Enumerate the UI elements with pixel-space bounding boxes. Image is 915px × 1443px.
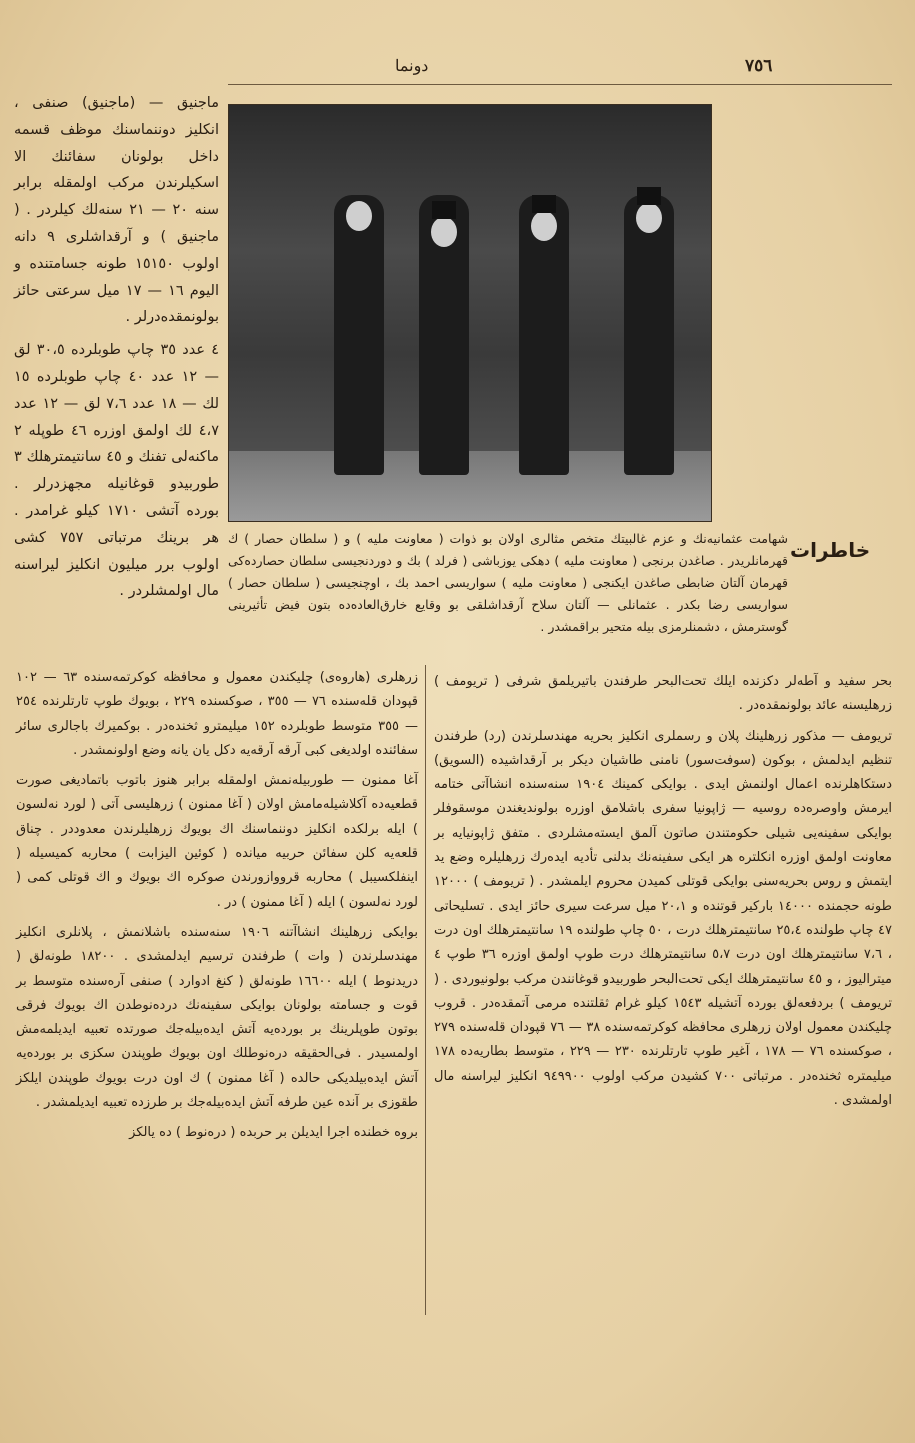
photo-head <box>346 201 372 231</box>
photo-head <box>431 217 457 247</box>
middle-paragraph-2: آغا ممنون — طوربیله‌نمش اولمقله برابر هنوز باتوب باتمادیغی صورت قطعیه‌ده آکلاشیله‌مامش اولان ( آغا ممنون ) زرهلیسی آتی ( لورد نه‌لسون ) ایله برلکده انکلیز دوننماسنك اك بویوك زرهلیلرندن معدوددر . چناق قلعه‌یه کلن سفائن حربیه میانده ( کوئین الیزابت ) محاربه کمیسیله ( اینفلکسیبل ) محاربه قرووازورندن صوکره اك بویوك و اك قوتلی کمی ( لورد نه‌لسون ) ایله ( آغا ممنون ) در . <box>16 773 418 910</box>
photo-figure <box>624 195 674 475</box>
middle-column-text <box>16 666 418 1152</box>
photo-caption: شهامت عثمانیه‌نك و عزم غالبیتك متخص مثالری اولان بو ذوات ( معاونت ملیه ) و ( سلطان حصار ) ك قهرمانلریدر . صاغدن برنجی ( معاونت ملیه ) دهکی یوزباشی ( فرلد ) بك و دوردنجیسی سلطان حصارده‌کی قهرمان آلتان ضابطی صاغدن ایکنجی ( معاونت ملیه ) سواریسی احمد بك ، اوچنجیسی ( سلطان حصار ) سواریسی رضا بکدر . عثمانلی — آلتان سلاح آرقداشلقی بو وقایع خارق‌العاده‌ده بتون فیض تأثیرینی گوسترمش ، دشمنلرمزی بیله متحیر براقمشدر . <box>228 531 788 634</box>
running-title: دونما <box>395 56 429 75</box>
page-number: ٧٥٦ <box>745 56 773 76</box>
photo-head <box>636 203 662 233</box>
left-paragraph-1: ماجنیق — (ماجنیق) صنفی ، انکلیز دوننماسنك موظف قسمه داخل بولونان سفائنك الا اسکیلرندن مرکب اولمقله برابر سنه ٢٠ — ٢١ سنه‌لك کیلردر . ( ماجنیق ) و آرقداشلری ٩ دانه اولوب ١٥١٥٠ طونه جسامتنده و الیوم ١٦ — ١٧ میل سرعتی حائز بولونمقده‌درلر . <box>14 95 219 326</box>
photo-fez <box>637 187 661 205</box>
column-divider <box>425 665 426 1315</box>
middle-paragraph-1: زرهلری (هاروه‌ی) چلیکندن معمول و محافظه کوکرتمه‌سنده ٦٣ — ١٠٢ قپودان قله‌سنده ٧٦ — ٣٥٥ ، صوکسنده ٢٢٩ ، بویوك طوپ تارتلرنده ٢٥٤ — ٣٥٥ متوسط طوبلرده ١٥٢ میلیمترو ثخنده‌در . بوکمیرك باجالری سائر سفائنده اولدیغی کبی آرقه آرقه‌یه دکل یان یانه وضع اولونمشدر . <box>16 670 418 758</box>
middle-paragraph-3: بوایکی زرهلینك انشاآتنه ١٩٠٦ سنه‌سنده باشلانمش ، پلانلری انکلیز مهندسلرندن ( وات ) طرفندن ترسیم ایدلمشدی . ١٨٢٠٠ طونه‌لق ( دریدنوط ) ایله ١٦٦٠٠ طونه‌لق ( کنغ ادوارد ) صنفی آره‌سنده متوسط بر قوت و جسامته بولونان بوایکی سفینه‌نك درده‌نوطدن اك بویوك فرقی بوتون طوپلرینك بر بورده‌یه آتش ایده‌بیله‌جك صورتده تعبیه ایدیلمه‌مش اولمسیدر . فی‌الحقیقه دره‌نوطلك اون بویوك طوپندن سکزی بر بورده‌یه آتش ایده‌بیلدیکی حالده ( آغا ممنون ) ك اون درت بویوك طوپندن ایلکز طقوزی بر آنده عین طرفه آتش ایده‌بیله‌جك بر طرزده تعبیه ایدیلمشدر . <box>16 924 419 1111</box>
caption-label: خاطرات <box>790 538 871 562</box>
right-paragraph-1: بحر سفید و آطه‌لر دکزنده ایلك تحت‌البحر طرفندن باتیریلمق شرفی ( تریومف ) زرهلیسنه عائد بولونمقده‌در . <box>434 674 892 714</box>
photo-fez <box>532 195 556 213</box>
middle-paragraph-4: بروه خطنده اجرا ایدیلن بر حربده ( دره‌نوط ) ده یالکز <box>129 1125 418 1141</box>
photo-naval-officers <box>228 104 712 522</box>
photo-figure <box>334 195 384 475</box>
right-column-text <box>434 670 892 1119</box>
header-rule <box>228 84 892 85</box>
left-paragraph-2: ٤ عدد ٣٥ چاپ طوبلرده ٣٠،٥ لق — ١٢ عدد ٤٠ چاپ طوبلرده ١٥ لك — ١٨ عدد ٧،٦ لق — ١٢ عدد ٤،٧ لك اولمق اوزره ٤٦ طوپله ٢ ماکنه‌لی تفنك و ٤٥ سانتیمترهلك ٣ طوربیدو قوغانیله مجهزدرلر . بورده آتشی ١٧١٠ کیلو غرامدر . هر برینك مرتباتی ٧٥٧ کشی اولوب برر میلیون انکلیز لیراسنه مال اولمشلردر . <box>14 342 220 600</box>
right-paragraph-2: تریومف — مذکور زرهلینك پلان و رسملری انکلیز بحریه مهندسلرندن (رد) طرفندن تنظیم ایدلمش ، بوکون (سوفت‌سور) نامنی طاشیان دیکر بر آرقداشیده (السویق) دستکاهلرنده اعمال اولنمش ایدی . بوایکی کمینك ١٩٠٤ سنه‌سنده انشاآتی ختامه ایرمش واوصره‌ده روسیه — ژاپونیا سفری باشلامق اوزره بولوندیغندن موسقوفلر بوایکی سفینه‌یی شیلی حکومتندن صاتون آلمق ایسته‌مشلردی . متفق ژاپونیایه بر معاونت اولمق اوزره انکلتره هر ایکی سفینه‌نك بدلنی تأدیه ایده‌رك زرهلیلره وضع ید ایتمش و روس بحریه‌سنی بوایکی قوتلی کمیدن محروم ایلمشدر . ( تریومف ) ١٢٠٠٠ طونه حجمنده ١٤٠٠٠ بارکیر قوتنده و ٢٠،١ میل سرعت سیری حائز ایدی . تسلیحاتی ٤٧ چاپ طولنده ٢٥،٤ سانتیمترهلك درت ، ٥٠ چاپ طولنده ١٩ سانتیمترهلك اون درت ، ٧،٦ سانتیمترهلك اون درت ٥،٧ سانتیمترهلك درت طوپ اولمق اوزره ٣٦ طوپ ٤ میترالیوز ، و ٤٥ سانتیمترهلك ایکی تحت‌البحر طوربیدو قوغانندن مرکب بولونیوردی . ( تریومف ) بردفعه‌لق بورده آتشیله ١٥٤٣ کیلو غرام ثقلتنده مرمی آتمقده‌در . قروب چلیکندن معمول اولان زرهلری محافظه کوکرتمه‌سنده ٣٨ — ٧٦ قپودان قله‌سنده ٢٧٩ ، صوکسنده ٧٦ — ١٧٨ ، آغیر طوپ تارتلرنده ٢٣٠ — ٢٢٩ ، متوسط بطاریه‌ده ١٧٨ میلیمتره ثخنده‌در . مرتباتی ٧٠٠ کشیدن مرکب اولوب ٩٤٩٩٠٠ انکلیز لیراسنه مال اولمشدی . <box>434 728 893 1109</box>
photo-fez <box>432 201 456 219</box>
left-column-text <box>14 90 219 611</box>
photo-head <box>531 211 557 241</box>
